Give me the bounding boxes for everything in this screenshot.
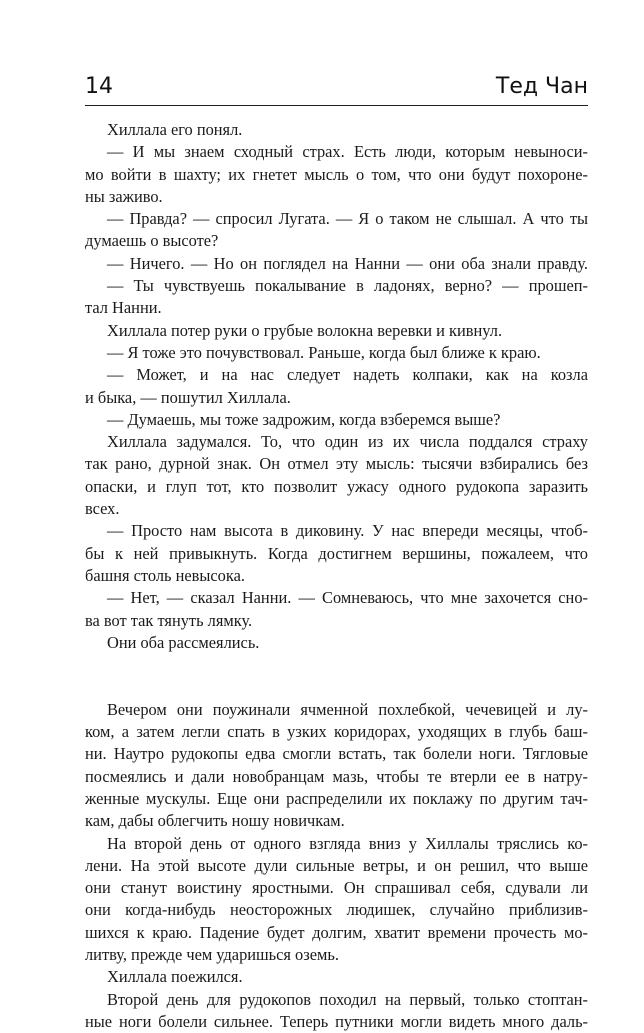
text-line: они станут воистину яростными. Он спрашивал себя, сдували ли (85, 878, 588, 898)
text-line: ные ноги болели сильнее. Теперь путники могли видеть много даль- (85, 1011, 588, 1031)
text-line: кам, дабы облегчить ношу новичкам. (85, 811, 345, 831)
text-line: шихся к краю. Падение будет долгим, хватит времени прочесть мо- (85, 922, 588, 942)
text-line: — Может, и на нас следует надеть колпаки, как на козла (107, 365, 588, 385)
text-line: Хиллала задумался. То, что один из их числа поддался страху (107, 432, 588, 452)
text-line: — Нет, — сказал Нанни. — Сомневаюсь, что мне захочется сно- (107, 588, 588, 608)
text-line: опаски, и глуп тот, кто позволит ужасу одного рудокопа заразить (85, 476, 588, 496)
text-line: бы к ней привыкнуть. Когда достигнем вершины, пожалеем, что (85, 543, 588, 563)
text-line: — Я тоже это почувствовал. Раньше, когда был ближе к краю. (107, 342, 541, 362)
text-line: — Правда? — спросил Лугата. — Я о таком не слышал. А что ты (107, 209, 588, 229)
text-line: Вечером они поужинали ячменной похлебкой, чечевицей и лу- (107, 699, 588, 719)
text-line: и быка, — пошутил Хиллала. (85, 387, 291, 407)
text-line: тал Нанни. (85, 298, 162, 318)
section-break (85, 654, 588, 699)
text-line: — Ты чувствуешь покалывание в ладонях, верно? — прошеп- (107, 276, 588, 296)
text-line: ни. Наутро рудокопы едва смогли встать, так болели ноги. Тягловые (85, 744, 588, 764)
text-line: На второй день от одного взгляда вниз у Хиллалы тряслись ко- (107, 833, 588, 853)
text-line: Хиллала поежился. (107, 967, 243, 987)
text-line: думаешь о высоте? (85, 231, 219, 251)
body-text (85, 119, 588, 1033)
text-line: — И мы знаем сходный страх. Есть люди, которым невыноси- (107, 142, 588, 162)
text-line: мо войти в шахту; их гнетет мысль о том, что они будут похороне- (85, 164, 588, 184)
text-line: так рано, дурной знак. Он отмел эту мысль: тысячи взбирались без (85, 454, 588, 474)
text-line: — Ничего. — Но он поглядел на Нанни — они оба знали правду. (107, 253, 588, 273)
text-line: литву, прежде чем ударишься оземь. (85, 944, 339, 964)
text-line: башня столь невысока. (85, 565, 245, 585)
text-line: женные мускулы. Еще они распределили их поклажу по другим тач- (85, 788, 588, 808)
text-line: Хиллала его понял. (107, 120, 243, 139)
text-line: Хиллала потер руки о грубые волокна веревки и кивнул. (107, 320, 503, 340)
text-line: они когда-нибудь неосторожных людишек, случайно приблизив- (85, 900, 588, 920)
page-number: 14 (85, 74, 113, 99)
header-rule (85, 105, 588, 106)
text-line: ком, а затем легли спать в узких коридорах, уходящих в глубь баш- (85, 722, 588, 742)
text-line: лени. На этой высоте дули сильные ветры, и он решил, что выше (85, 855, 588, 875)
text-line: — Просто нам высота в диковину. У нас впереди месяцы, чтоб- (107, 521, 588, 541)
text-line: — Думаешь, мы тоже задрожим, когда взберемся выше? (107, 409, 501, 429)
text-line: ны заживо. (85, 186, 163, 206)
text-line: посмеялись и дали новобранцам мазь, чтобы те втерли ее в натру- (85, 766, 588, 786)
running-head-author: Тед Чан (495, 74, 588, 99)
text-line: Они оба рассмеялись. (107, 632, 260, 652)
text-line: ва вот так тянуть лямку. (85, 610, 253, 630)
text-line: Второй день для рудокопов походил на первый, только стоптан- (107, 989, 588, 1009)
text-line: всех. (85, 499, 120, 519)
